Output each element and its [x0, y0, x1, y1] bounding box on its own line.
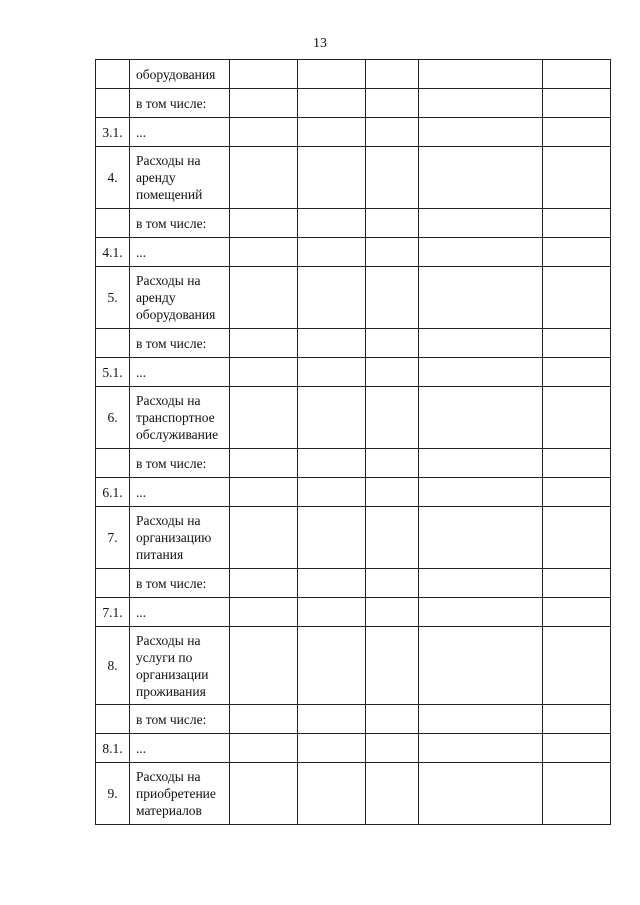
table-row	[96, 387, 611, 449]
row-number: 7.	[96, 507, 130, 569]
table-row	[96, 449, 611, 478]
table-row	[96, 478, 611, 507]
empty-cell	[366, 329, 419, 358]
row-name	[130, 387, 230, 449]
row-name-line: Расходы на	[136, 153, 201, 168]
row-number	[96, 705, 130, 734]
empty-cell	[230, 627, 298, 705]
empty-cell	[543, 60, 611, 89]
empty-cell	[366, 507, 419, 569]
row-number: 7.1.	[96, 598, 130, 627]
empty-cell	[230, 238, 298, 267]
empty-cell	[230, 209, 298, 238]
table-row	[96, 598, 611, 627]
row-name-line: в том числе:	[136, 711, 207, 727]
row-name-line: Расходы на	[136, 513, 201, 528]
empty-cell	[419, 60, 543, 89]
table-row	[96, 209, 611, 238]
empty-cell	[230, 329, 298, 358]
row-number	[96, 60, 130, 89]
empty-cell	[419, 147, 543, 209]
row-name-line: проживания	[136, 683, 206, 699]
row-name-line: ...	[136, 244, 147, 260]
row-name	[130, 238, 230, 267]
page-number: 13	[313, 36, 327, 51]
empty-cell	[419, 387, 543, 449]
row-name	[130, 209, 230, 238]
row-name-line: услуги по	[136, 649, 193, 665]
row-number: 3.1.	[96, 118, 130, 147]
empty-cell	[419, 478, 543, 507]
empty-cell	[366, 598, 419, 627]
row-name-line: Расходы на	[136, 769, 201, 784]
table-row	[96, 507, 611, 569]
empty-cell	[298, 449, 366, 478]
row-name-line: аренду	[136, 290, 176, 305]
row-number: 4.	[96, 147, 130, 209]
empty-cell	[230, 507, 298, 569]
row-name	[130, 89, 230, 118]
empty-cell	[230, 478, 298, 507]
empty-cell	[366, 89, 419, 118]
empty-cell	[419, 209, 543, 238]
empty-cell	[298, 507, 366, 569]
empty-cell	[298, 705, 366, 734]
row-name-line: помещений	[136, 187, 203, 202]
empty-cell	[298, 60, 366, 89]
empty-cell	[298, 763, 366, 825]
row-name	[130, 705, 230, 734]
table-row	[96, 329, 611, 358]
row-name-line: организации	[136, 666, 209, 682]
empty-cell	[230, 705, 298, 734]
table-row	[96, 627, 611, 705]
empty-cell	[298, 329, 366, 358]
empty-cell	[298, 478, 366, 507]
empty-cell	[298, 569, 366, 598]
expense-table	[95, 59, 611, 825]
row-name-line: оборудования	[136, 66, 216, 82]
empty-cell	[543, 147, 611, 209]
row-number	[96, 209, 130, 238]
empty-cell	[366, 60, 419, 89]
row-name	[130, 763, 230, 825]
row-name-line: Расходы на	[136, 273, 201, 288]
empty-cell	[298, 598, 366, 627]
empty-cell	[366, 763, 419, 825]
empty-cell	[543, 734, 611, 763]
empty-cell	[366, 478, 419, 507]
empty-cell	[543, 449, 611, 478]
empty-cell	[366, 387, 419, 449]
empty-cell	[366, 734, 419, 763]
row-name	[130, 329, 230, 358]
empty-cell	[230, 60, 298, 89]
empty-cell	[366, 569, 419, 598]
empty-cell	[230, 89, 298, 118]
empty-cell	[419, 705, 543, 734]
empty-cell	[230, 358, 298, 387]
empty-cell	[419, 627, 543, 705]
row-name	[130, 598, 230, 627]
empty-cell	[543, 209, 611, 238]
row-name-line: аренду	[136, 170, 176, 185]
empty-cell	[543, 478, 611, 507]
empty-cell	[366, 358, 419, 387]
empty-cell	[298, 209, 366, 238]
empty-cell	[419, 598, 543, 627]
empty-cell	[366, 147, 419, 209]
table-row	[96, 763, 611, 825]
empty-cell	[543, 627, 611, 705]
row-name-line: организацию	[136, 530, 212, 545]
row-name-line: ...	[136, 124, 147, 140]
row-name-line: ...	[136, 364, 147, 380]
empty-cell	[298, 89, 366, 118]
row-number	[96, 329, 130, 358]
empty-cell	[298, 267, 366, 329]
empty-cell	[543, 387, 611, 449]
empty-cell	[543, 507, 611, 569]
row-name	[130, 267, 230, 329]
row-name-line: приобретение	[136, 786, 216, 801]
table-row	[96, 238, 611, 267]
empty-cell	[543, 598, 611, 627]
empty-cell	[543, 569, 611, 598]
empty-cell	[366, 238, 419, 267]
empty-cell	[230, 147, 298, 209]
row-name	[130, 358, 230, 387]
table-row	[96, 358, 611, 387]
empty-cell	[543, 118, 611, 147]
row-name-line: в том числе:	[136, 215, 207, 231]
table-row	[96, 60, 611, 89]
row-name-line: в том числе:	[136, 455, 207, 471]
row-number: 6.1.	[96, 478, 130, 507]
table-row	[96, 569, 611, 598]
row-name-line: ...	[136, 484, 147, 500]
row-name-line: ...	[136, 740, 147, 756]
empty-cell	[543, 705, 611, 734]
empty-cell	[298, 118, 366, 147]
row-name	[130, 449, 230, 478]
row-name	[130, 734, 230, 763]
empty-cell	[366, 449, 419, 478]
empty-cell	[419, 763, 543, 825]
empty-cell	[543, 329, 611, 358]
row-name-line: в том числе:	[136, 575, 207, 591]
row-number: 8.1.	[96, 734, 130, 763]
row-name-line: Расходы на	[136, 632, 201, 648]
empty-cell	[366, 118, 419, 147]
row-name	[130, 627, 230, 705]
empty-cell	[366, 627, 419, 705]
empty-cell	[419, 569, 543, 598]
row-number	[96, 449, 130, 478]
row-number: 5.	[96, 267, 130, 329]
empty-cell	[230, 387, 298, 449]
empty-cell	[230, 449, 298, 478]
row-number	[96, 89, 130, 118]
row-name-line: в том числе:	[136, 95, 207, 111]
row-name-line: Расходы на	[136, 393, 201, 408]
empty-cell	[230, 118, 298, 147]
empty-cell	[543, 238, 611, 267]
row-name	[130, 60, 230, 89]
row-name-line: ...	[136, 604, 147, 620]
empty-cell	[298, 734, 366, 763]
empty-cell	[230, 763, 298, 825]
row-name	[130, 478, 230, 507]
empty-cell	[230, 569, 298, 598]
empty-cell	[298, 627, 366, 705]
empty-cell	[543, 763, 611, 825]
empty-cell	[230, 734, 298, 763]
table-row	[96, 267, 611, 329]
empty-cell	[543, 89, 611, 118]
empty-cell	[298, 238, 366, 267]
empty-cell	[419, 507, 543, 569]
empty-cell	[230, 598, 298, 627]
empty-cell	[298, 147, 366, 209]
row-number: 8.	[96, 627, 130, 705]
row-name	[130, 507, 230, 569]
table-row	[96, 118, 611, 147]
row-number: 5.1.	[96, 358, 130, 387]
empty-cell	[419, 358, 543, 387]
table-row	[96, 147, 611, 209]
row-name-line: обслуживание	[136, 427, 219, 442]
row-number: 6.	[96, 387, 130, 449]
empty-cell	[419, 238, 543, 267]
empty-cell	[543, 267, 611, 329]
row-number: 4.1.	[96, 238, 130, 267]
row-name-line: питания	[136, 547, 184, 562]
empty-cell	[419, 89, 543, 118]
empty-cell	[298, 387, 366, 449]
empty-cell	[230, 267, 298, 329]
empty-cell	[419, 118, 543, 147]
empty-cell	[419, 734, 543, 763]
row-name-line: оборудования	[136, 307, 216, 322]
row-name-line: в том числе:	[136, 335, 207, 351]
table-row	[96, 705, 611, 734]
table-row	[96, 89, 611, 118]
empty-cell	[366, 267, 419, 329]
empty-cell	[366, 705, 419, 734]
table-row	[96, 734, 611, 763]
row-name-line: материалов	[136, 803, 202, 818]
row-number: 9.	[96, 763, 130, 825]
empty-cell	[419, 329, 543, 358]
row-name	[130, 147, 230, 209]
empty-cell	[298, 358, 366, 387]
row-number	[96, 569, 130, 598]
empty-cell	[366, 209, 419, 238]
empty-cell	[419, 267, 543, 329]
row-name-line: транспортное	[136, 410, 215, 425]
empty-cell	[419, 449, 543, 478]
row-name	[130, 569, 230, 598]
empty-cell	[543, 358, 611, 387]
row-name	[130, 118, 230, 147]
